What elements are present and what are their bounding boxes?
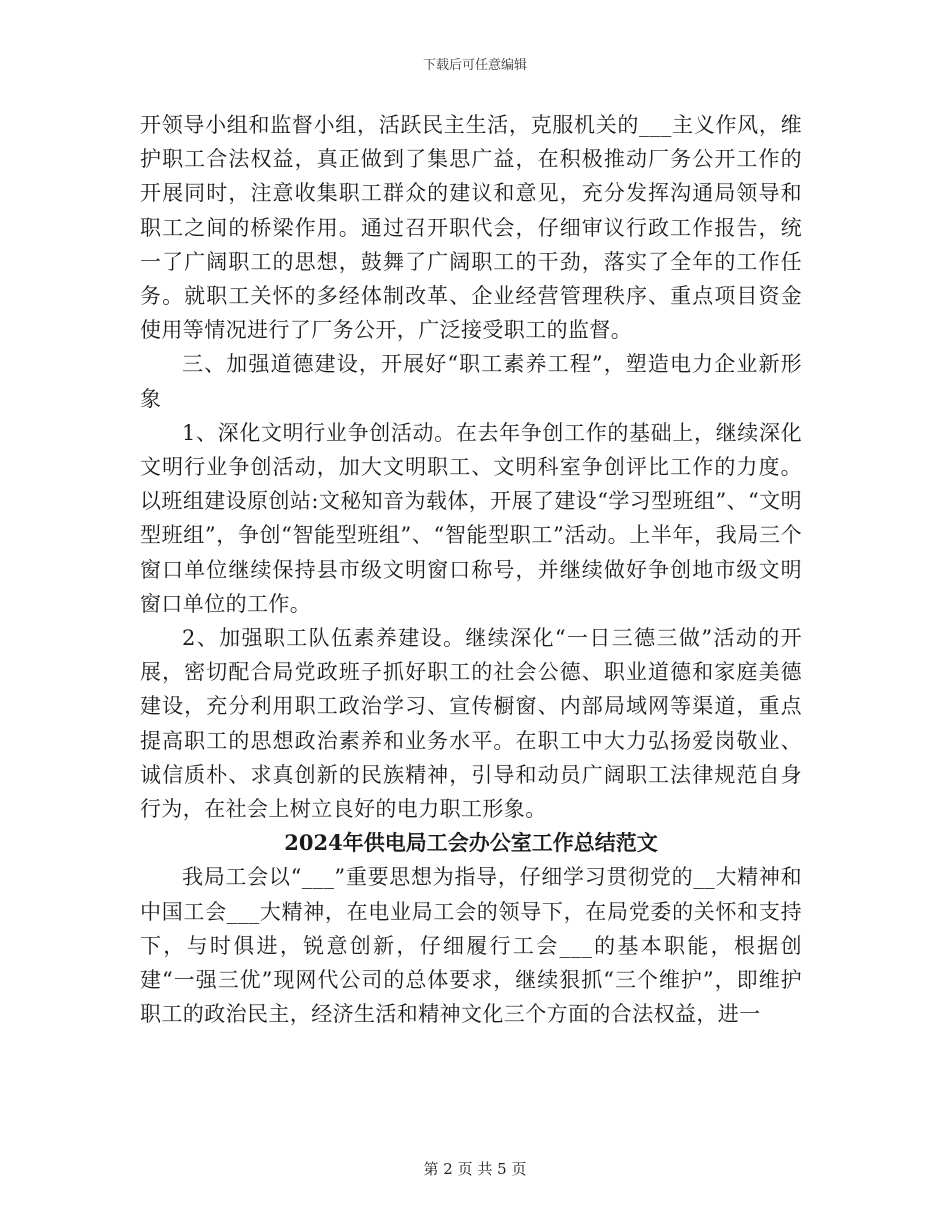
paragraph-intro: 我局工会以“___”重要思想为指导，仔细学习贯彻党的__大精神和中国工会___大精神，在电业局工会的领导下，在局党委的关怀和支持下，与时俱进，锐意创新，仔细履行工会___的基本职能，根据创建“一强三优”现网代公司的总体要求，继续狠抓“三个维护”，即维护职工的政治民主，经济生活和精神文化三个方面的合法权益，进一 bbox=[140, 865, 802, 1027]
document-title: 2024年供电局工会办公室工作总结范文 bbox=[284, 830, 658, 856]
page-header: 下载后可任意编辑 bbox=[422, 58, 527, 73]
section-heading-three: 三、加强道德建设，开展好“职工素养工程”，塑造电力企业新形象 bbox=[140, 352, 802, 411]
document-body bbox=[140, 108, 802, 1031]
page-number-footer: 第 2 页 共 5 页 bbox=[423, 1160, 527, 1178]
paragraph-item-1: 1、深化文明行业争创活动。在去年争创工作的基础上，继续深化文明行业争创活动，加大文明职工、文明科室争创评比工作的力度。以班组建设原创站:文秘知音为载体，开展了建设“学习型班组”、“文明型班组”，争创“智能型班组”、“智能型职工”活动。上半年，我局三个窗口单位继续保持县市级文明窗口称号，并继续做好争创地市级文明窗口单位的工作。 bbox=[140, 420, 802, 616]
paragraph-continuation: 开领导小组和监督小组，活跃民主生活，克服机关的___主义作风，维护职工合法权益，真正做到了集思广益，在积极推动厂务公开工作的开展同时，注意收集职工群众的建议和意见，充分发挥沟通局领导和职工之间的桥梁作用。通过召开职代会，仔细审议行政工作报告，统一了广阔职工的思想，鼓舞了广阔职工的干劲，落实了全年的工作任务。就职工关怀的多经体制改革、企业经营管理秩序、重点项目资金使用等情况进行了厂务公开，广泛接受职工的监督。 bbox=[140, 113, 802, 343]
paragraph-item-2: 2、加强职工队伍素养建设。继续深化“一日三德三做”活动的开展，密切配合局党政班子抓好职工的社会公德、职业道德和家庭美德建设，充分利用职工政治学习、宣传橱窗、内部局域网等渠道，重点提高职工的思想政治素养和业务水平。在职工中大力弘扬爱岗敬业、诚信质朴、求真创新的民族精神，引导和动员广阔职工法律规范自身行为，在社会上树立良好的电力职工形象。 bbox=[140, 626, 802, 822]
